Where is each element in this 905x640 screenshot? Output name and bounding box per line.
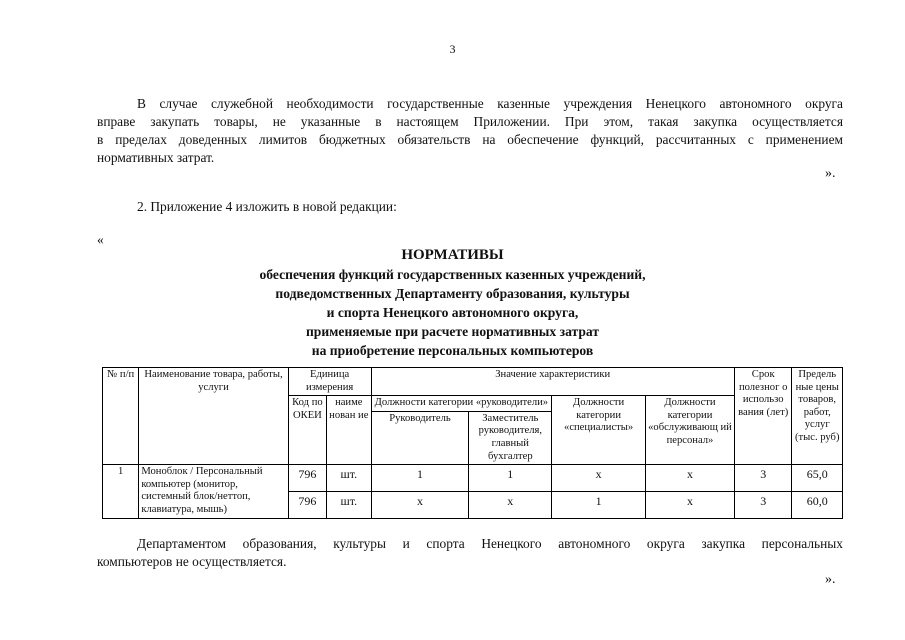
col-specialists-header: Должности категории «специалисты» xyxy=(552,396,646,465)
norms-subtitle-2: подведомственных Департаменту образования, культуры xyxy=(275,286,630,301)
col-price-header: Предель ные цены товаров, работ, услуг (тыс. руб) xyxy=(792,368,843,465)
norms-title: НОРМАТИВЫ xyxy=(401,247,504,263)
norms-subtitle-4: применяемые при расчете нормативных затрат xyxy=(305,324,600,339)
col-unit-header: Единица измерения xyxy=(288,368,371,396)
col-deputy-header: Заместитель руководителя, главный бухгалтер xyxy=(469,411,552,464)
intro-paragraph xyxy=(97,95,843,167)
col-value-header: Значение характеристики xyxy=(371,368,734,396)
col-term-header: Срок полезног о использо вания (лет) xyxy=(734,368,792,465)
col-managers-header: Должности категории «руководители» xyxy=(371,396,552,412)
intro-line-3: в пределах доведенных лимитов бюджетных обязательств на обеспечение функций, рассчитанных с применением xyxy=(97,132,843,147)
price-cell: 60,0 xyxy=(792,491,843,518)
row-name-cell: Моноблок / Персональный компьютер (монитор, системный блок/неттоп, клавиатура, мышь) xyxy=(139,465,288,518)
norms-subtitle-3: и спорта Ненецкого автономного округа, xyxy=(326,305,579,320)
deputy-cell: 1 xyxy=(469,465,552,492)
unit-cell: шт. xyxy=(327,491,371,518)
table-row xyxy=(103,465,843,492)
col-num-header: № п/п xyxy=(103,368,139,465)
norms-subtitle-5: на приобретение персональных компьютеров xyxy=(311,343,594,358)
specialists-cell: 1 xyxy=(552,491,646,518)
term-cell: 3 xyxy=(734,491,792,518)
norms-title-block xyxy=(0,246,905,360)
head-cell: х xyxy=(371,491,469,518)
col-unit-name-header: наиме нован ие xyxy=(327,396,371,465)
price-cell: 65,0 xyxy=(792,465,843,492)
norms-table xyxy=(102,367,843,519)
bottom-line-1: Департаментом образования, культуры и спорта Ненецкого автономного округа закупка персональных xyxy=(137,536,843,551)
specialists-cell: х xyxy=(552,465,646,492)
col-head-header: Руководитель xyxy=(371,411,469,464)
col-service-header: Должности категории «обслуживающ ий персонал» xyxy=(646,396,735,465)
intro-line-2: вправе закупать товары, не указанные в настоящем Приложении. При этом, такая закупка осуществляется xyxy=(97,114,843,129)
bottom-paragraph xyxy=(97,535,843,571)
bottom-line-2: компьютеров не осуществляется. xyxy=(97,554,287,569)
head-cell: 1 xyxy=(371,465,469,492)
table-header-row-1 xyxy=(103,368,843,396)
col-code-header: Код по ОКЕИ xyxy=(288,396,326,465)
page-number: 3 xyxy=(449,42,456,56)
service-cell: х xyxy=(646,491,735,518)
closing-quote-2: ». xyxy=(825,572,836,587)
deputy-cell: х xyxy=(469,491,552,518)
term-cell: 3 xyxy=(734,465,792,492)
row-num-cell: 1 xyxy=(103,465,139,518)
opening-quote: « xyxy=(97,232,104,247)
intro-line-4: нормативных затрат. xyxy=(97,150,215,165)
intro-line-1: В случае служебной необходимости государственные казенные учреждения Ненецкого автономного округа xyxy=(137,96,843,111)
code-cell: 796 xyxy=(288,465,326,492)
item-2-text: 2. Приложение 4 изложить в новой редакции: xyxy=(137,199,397,214)
col-name-header: Наименование товара, работы, услуги xyxy=(139,368,288,465)
unit-cell: шт. xyxy=(327,465,371,492)
closing-quote-1: ». xyxy=(825,166,836,181)
service-cell: х xyxy=(646,465,735,492)
norms-subtitle-1: обеспечения функций государственных казенных учреждений, xyxy=(259,267,646,282)
code-cell: 796 xyxy=(288,491,326,518)
